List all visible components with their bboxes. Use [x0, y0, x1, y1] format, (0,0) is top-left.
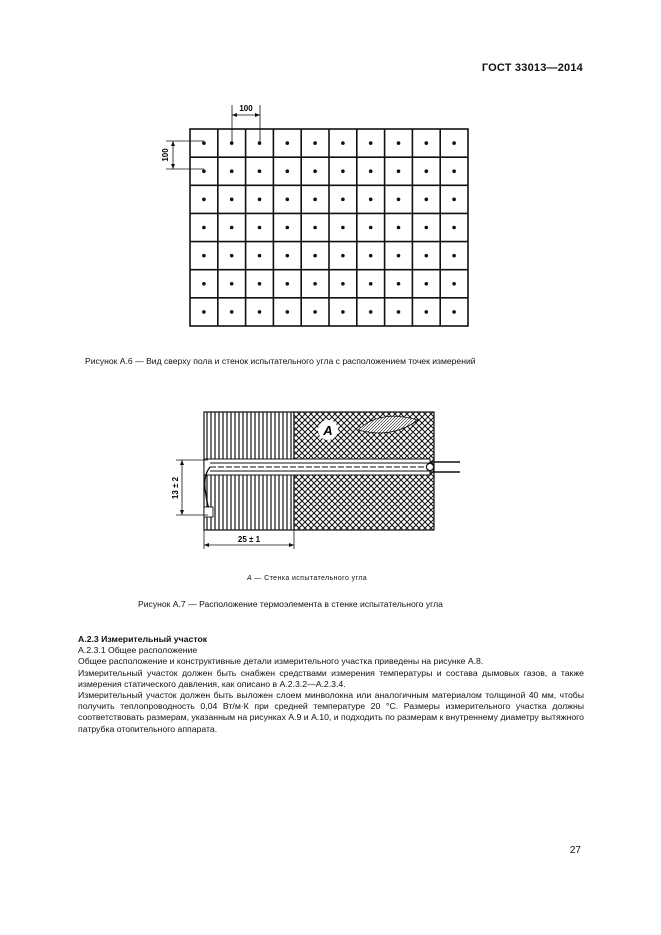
measurement-point — [230, 169, 234, 173]
measurement-point — [425, 310, 429, 314]
measurement-point — [341, 282, 345, 286]
measurement-point — [369, 282, 373, 286]
measurement-point — [202, 226, 206, 230]
measurement-point — [286, 169, 290, 173]
section-a23 — [78, 634, 584, 735]
measurement-point — [341, 226, 345, 230]
measurement-point — [452, 310, 456, 314]
measurement-point — [452, 169, 456, 173]
measurement-point — [369, 226, 373, 230]
label-a: А — [323, 423, 333, 438]
paragraph-3: Измерительный участок должен быть выложен слоем минволокна или аналогичным материалом толщиной 40 мм, чтобы получить теплопроводность 0,04 Вт/м·К при средней температуре 20 °С. Размеры измерительного участка должны соответствовать размерам, указанным на рисунках А.9 и А.10, и подходить по размерам к внутреннему диаметру вытяжного патрубка отопительного аппарата. — [78, 690, 584, 734]
measurement-point — [397, 226, 401, 230]
measurement-point — [286, 198, 290, 202]
dim-height: 13 ± 2 — [171, 476, 180, 500]
measurement-point — [230, 226, 234, 230]
figure-a6-grid — [150, 95, 480, 335]
measurement-point — [369, 310, 373, 314]
paragraph-2: Измерительный участок должен быть снабжен средствами измерения температуры и состава дымовых газов, а также измерения статического давления, как описано в А.2.3.2—А.2.3.4. — [78, 667, 584, 689]
legend-key: А — [247, 575, 253, 582]
measurement-point — [369, 254, 373, 258]
measurement-point — [425, 141, 429, 145]
figure-a7-drawing — [170, 405, 470, 555]
measurement-point — [313, 310, 317, 314]
measurement-point — [202, 169, 206, 173]
measurement-point — [258, 141, 262, 145]
figure-a7-legend — [247, 575, 367, 582]
measurement-point — [397, 254, 401, 258]
measurement-point — [452, 282, 456, 286]
figure-a7-caption: Рисунок А.7 — Расположение термоэлемента в стенке испытательного угла — [138, 599, 443, 609]
measurement-point — [369, 198, 373, 202]
measurement-point — [425, 254, 429, 258]
measurement-point — [397, 282, 401, 286]
page-number: 27 — [569, 845, 581, 856]
measurement-point — [369, 141, 373, 145]
measurement-point — [397, 141, 401, 145]
measurement-point — [258, 198, 262, 202]
measurement-point — [202, 282, 206, 286]
measurement-point — [258, 169, 262, 173]
measurement-point — [313, 254, 317, 258]
measurement-point — [230, 254, 234, 258]
measurement-point — [425, 198, 429, 202]
measurement-point — [258, 226, 262, 230]
measurement-point — [202, 310, 206, 314]
paragraph-1: Общее расположение и конструктивные детали измерительного участка приведены на рисунке А.8. — [78, 656, 484, 667]
measurement-point — [341, 169, 345, 173]
dim-horizontal-100: 100 — [239, 104, 253, 113]
measurement-point — [397, 169, 401, 173]
measurement-point — [341, 198, 345, 202]
measurement-point — [313, 141, 317, 145]
subsection-heading: А.2.3.1 Общее расположение — [78, 645, 198, 656]
measurement-point — [341, 310, 345, 314]
measurement-point — [286, 254, 290, 258]
measurement-point — [341, 141, 345, 145]
measurement-point — [286, 310, 290, 314]
measurement-point — [202, 198, 206, 202]
measurement-point — [313, 198, 317, 202]
section-heading: А.2.3 Измерительный участок — [78, 634, 208, 644]
dim-width: 25 ± 1 — [237, 535, 261, 544]
measurement-point — [425, 226, 429, 230]
measurement-point — [452, 198, 456, 202]
measurement-point — [425, 169, 429, 173]
measurement-point — [202, 141, 206, 145]
dim-vertical-100: 100 — [161, 148, 170, 162]
measurement-point — [230, 282, 234, 286]
measurement-point — [397, 198, 401, 202]
measurement-point — [286, 282, 290, 286]
measurement-point — [452, 141, 456, 145]
measurement-point — [369, 169, 373, 173]
measurement-point — [452, 226, 456, 230]
measurement-point — [452, 254, 456, 258]
figure-a6-caption: Рисунок А.6 — Вид сверху пола и стенок испытательного угла с расположением точек измерений — [85, 356, 476, 366]
measurement-point — [313, 169, 317, 173]
measurement-point — [286, 226, 290, 230]
measurement-point — [425, 282, 429, 286]
legend-text: — Стенка испытательного угла — [252, 575, 368, 582]
measurement-point — [313, 226, 317, 230]
measurement-point — [397, 310, 401, 314]
measurement-point — [230, 198, 234, 202]
measurement-point — [258, 282, 262, 286]
measurement-point — [341, 254, 345, 258]
measurement-point — [258, 310, 262, 314]
measurement-point — [313, 282, 317, 286]
standard-header: ГОСТ 33013—2014 — [481, 62, 583, 74]
measurement-point — [286, 141, 290, 145]
measurement-point — [202, 254, 206, 258]
measurement-point — [258, 254, 262, 258]
measurement-point — [230, 310, 234, 314]
